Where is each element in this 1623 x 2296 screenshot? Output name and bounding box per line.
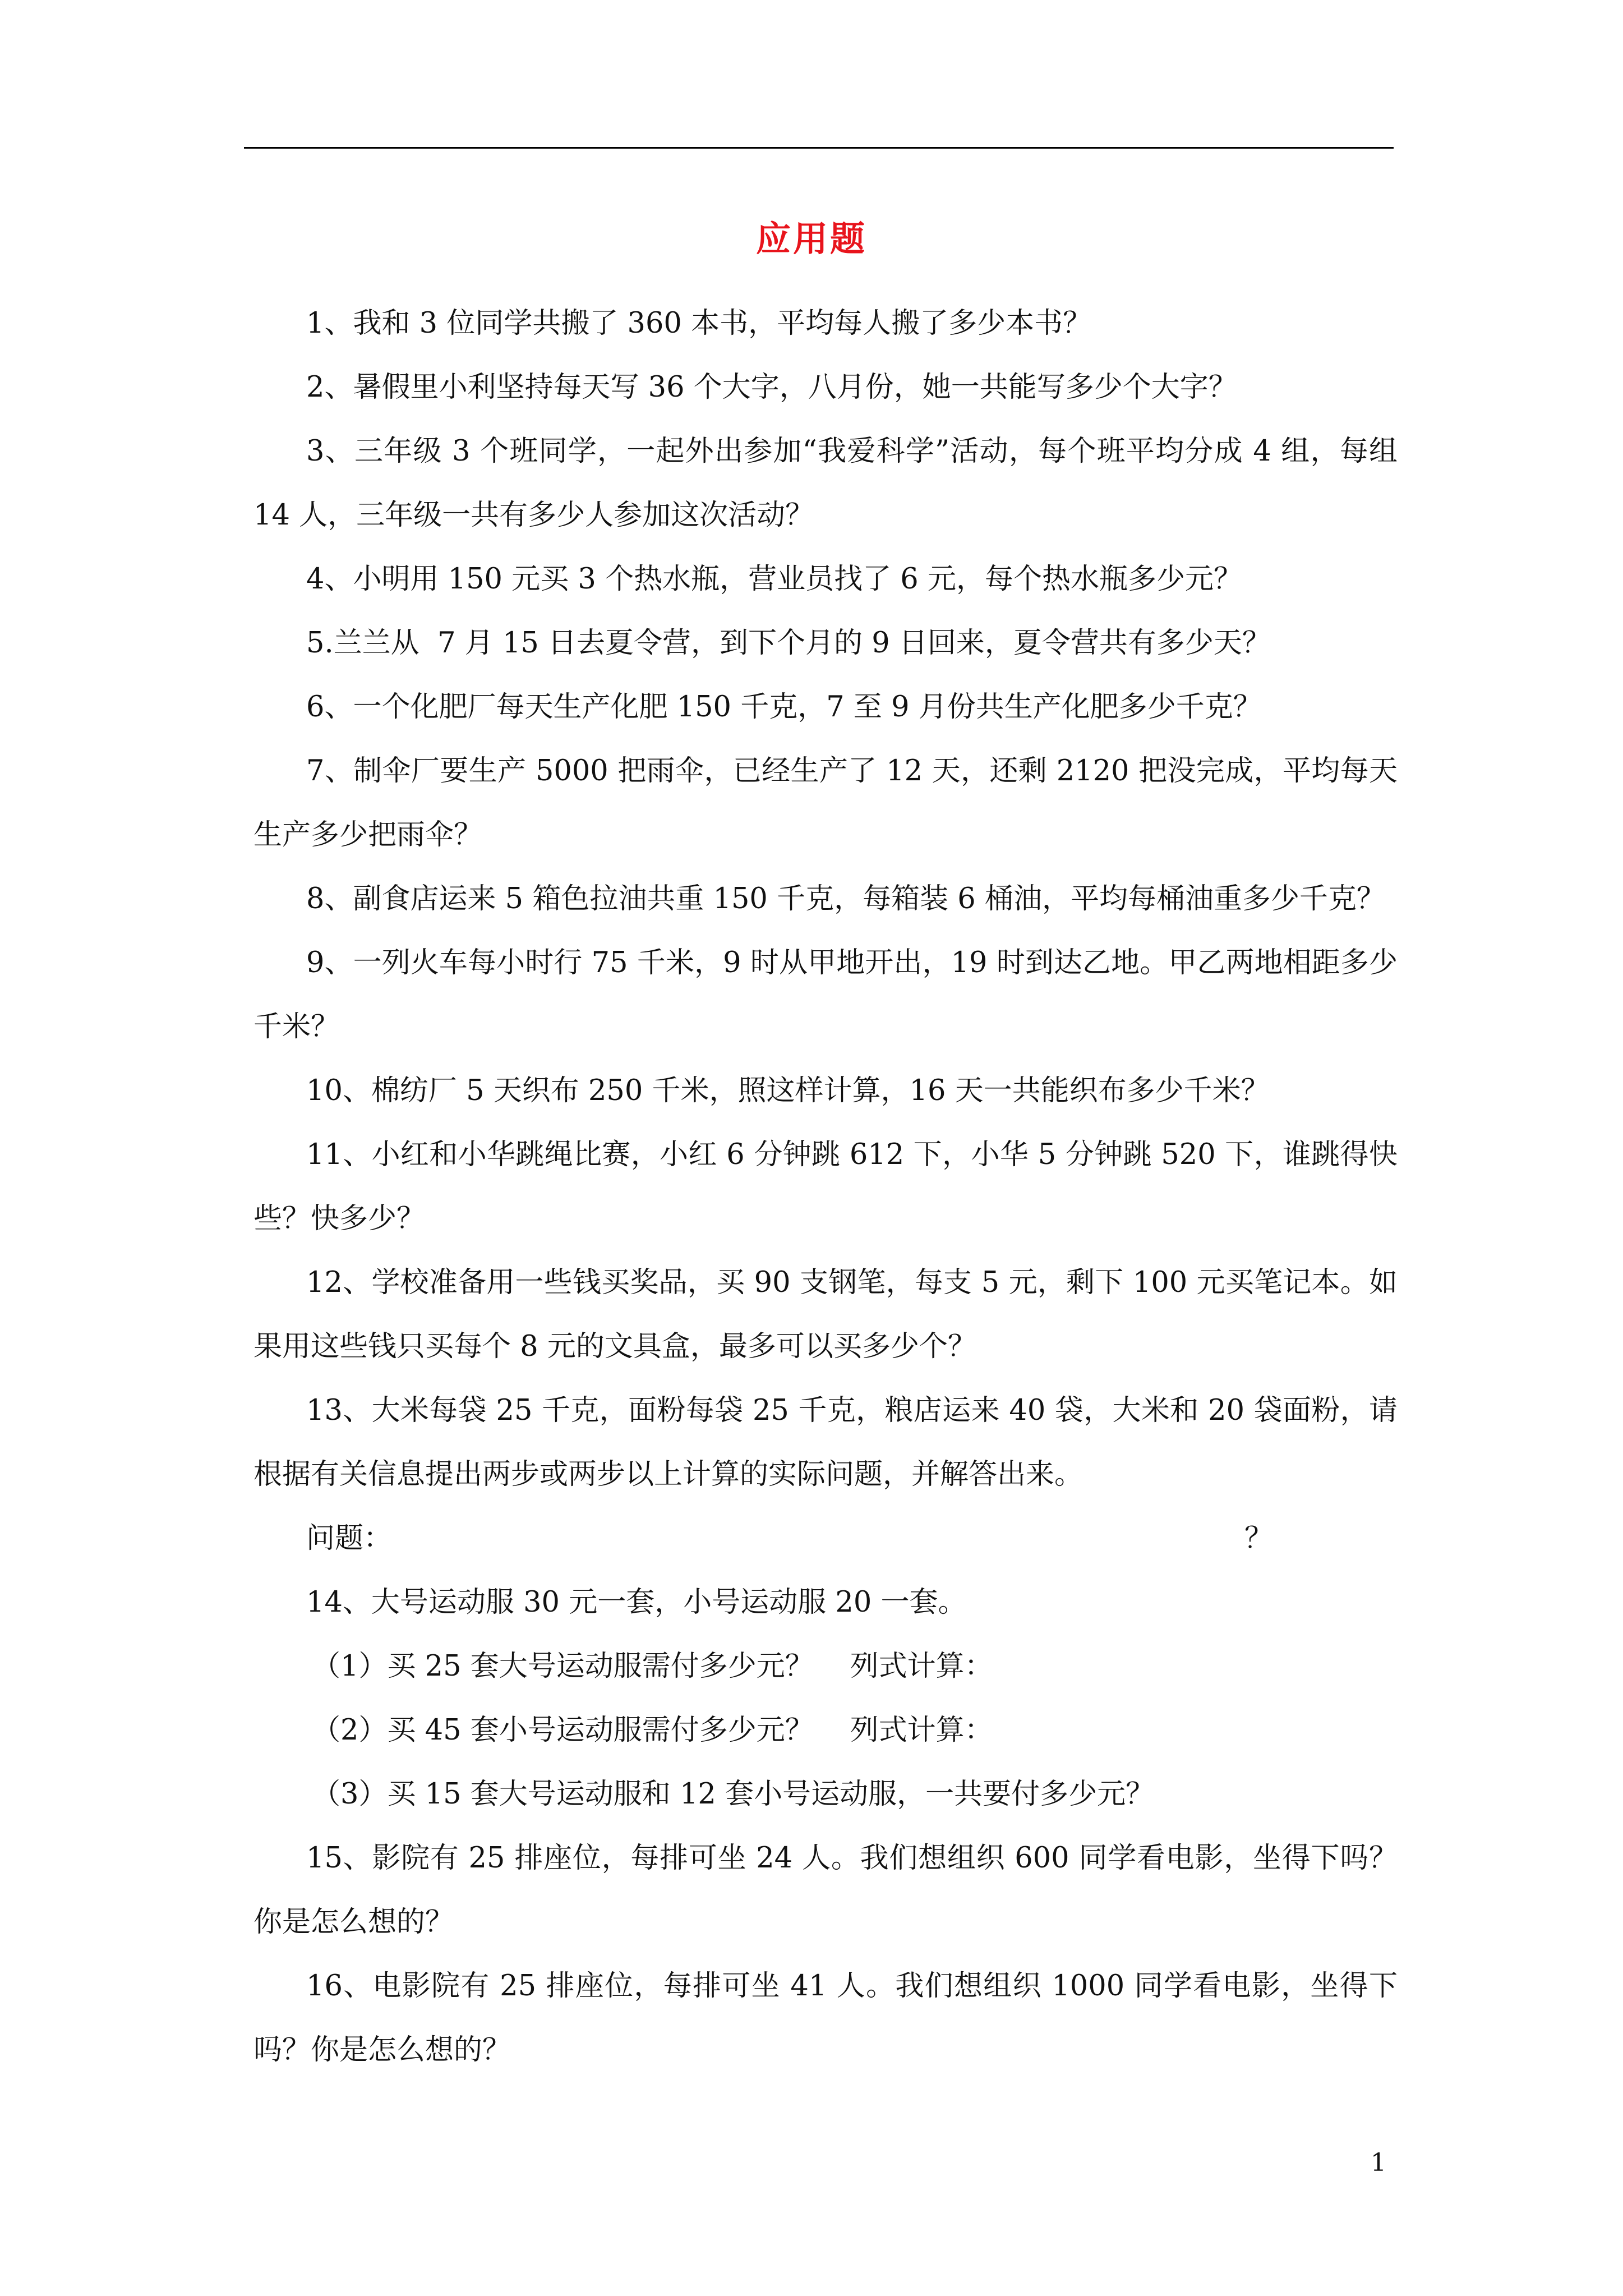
problem-15: 15、影院有 25 排座位，每排可坐 24 人。我们想组织 600 同学看电影，坐得下吗？你是怎么想的？	[253, 1842, 1398, 1939]
problem-6: 6、一个化肥厂每天生产化肥 150 千克，7 至 9 月份共生产化肥多少千克？	[306, 691, 1262, 724]
question-label: 问题：	[306, 1522, 393, 1555]
problem-3: 3、三年级 3 个班同学，一起外出参加“我爱科学”活动，每个班平均分成 4 组，每组 14 人，三年级一共有多少人参加这次活动？	[253, 435, 1407, 532]
page-number: 1	[1371, 2148, 1386, 2177]
problem-5: 5.兰兰从 7 月 15 日去夏令营，到下个月的 9 日回来，夏令营共有多少天？	[306, 627, 1271, 660]
problem-14-part-1: （1）买 25 套大号运动服需付多少元？ 列式计算：	[312, 1650, 993, 1683]
problem-2: 2、暑假里小利坚持每天写 36 个大字，八月份，她一共能写多少个大字？	[306, 371, 1237, 404]
page-title: 应用题	[755, 218, 867, 259]
problem-14-part-2: （2）买 45 套小号运动服需付多少元？ 列式计算：	[312, 1714, 993, 1747]
problem-13: 13、大米每袋 25 千克，面粉每袋 25 千克，粮店运来 40 袋，大米和 20 袋面粉，请根据有关信息提出两步或两步以上计算的实际问题，并解答出来。	[253, 1394, 1398, 1491]
problem-1: 1、我和 3 位同学共搬了 360 本书，平均每人搬了多少本书？	[306, 307, 1092, 340]
problem-11: 11、小红和小华跳绳比赛，小红 6 分钟跳 612 下，小华 5 分钟跳 520 下，谁跳得快些？快多少？	[253, 1138, 1398, 1235]
problem-14-part-3: （3）买 15 套大号运动服和 12 套小号运动服，一共要付多少元？	[312, 1778, 1155, 1811]
question-line	[253, 1507, 1398, 1571]
problem-14: 14、大号运动服 30 元一套，小号运动服 20 一套。	[306, 1586, 967, 1619]
header-rule	[244, 147, 1394, 149]
problem-7: 7、制伞厂要生产 5000 把雨伞，已经生产了 12 天，还剩 2120 把没完成，平均每天生产多少把雨伞？	[253, 754, 1398, 852]
problem-list	[253, 292, 1407, 2082]
problem-16: 16、电影院有 25 排座位，每排可坐 41 人。我们想组织 1000 同学看电影，坐得下吗？你是怎么想的？	[253, 1970, 1398, 2067]
problem-12: 12、学校准备用一些钱买奖品，买 90 支钢笔，每支 5 元，剩下 100 元买笔记本。如果用这些钱只买每个 8 元的文具盒，最多可以买多少个？	[253, 1266, 1398, 1363]
problem-8: 8、副食店运来 5 箱色拉油共重 150 千克，每箱装 6 桶油，平均每桶油重多少千克？	[306, 882, 1385, 915]
problem-9: 9、一列火车每小时行 75 千米，9 时从甲地开出，19 时到达乙地。甲乙两地相距多少千米？	[253, 946, 1398, 1043]
problem-4: 4、小明用 150 元买 3 个热水瓶，营业员找了 6 元，每个热水瓶多少元？	[306, 563, 1242, 596]
question-mark: ？	[1244, 1522, 1274, 1555]
problem-10: 10、棉纺厂 5 天织布 250 千米，照这样计算，16 天一共能织布多少千米？	[306, 1074, 1270, 1107]
